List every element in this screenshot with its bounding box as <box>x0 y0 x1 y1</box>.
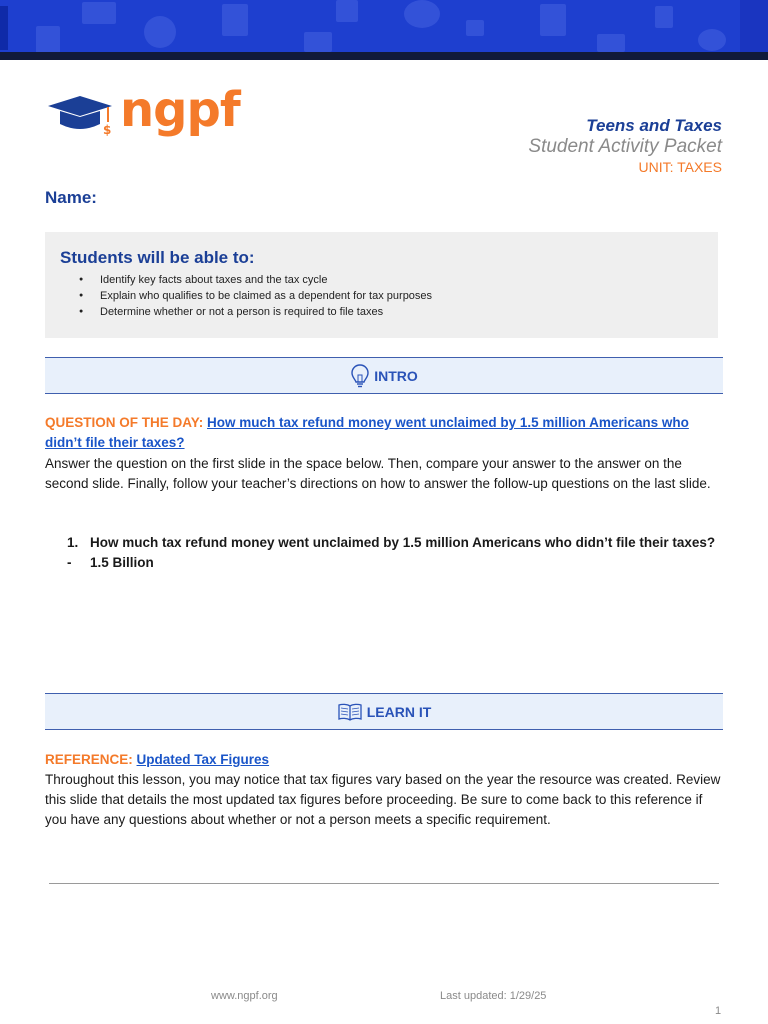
ngpf-logo <box>46 82 240 148</box>
intro-instructions: Answer the question on the first slide in the space below. Then, compare your answer to the answer on the second slide. Finally, follow your teacher’s directions on how to answer the follow-up questions on the last slide. <box>45 456 711 491</box>
learn-it-section-label: LEARN IT <box>366 703 432 720</box>
qotd-link[interactable]: How much tax refund money went unclaimed by 1.5 million Americans who didn’t file their taxes? <box>45 415 689 450</box>
student-name-label: Name: <box>45 188 97 207</box>
intro-section-header <box>45 357 723 394</box>
footer-website: www.ngpf.org <box>211 990 278 1002</box>
objectives-list <box>60 272 702 320</box>
packet-title: Teens and Taxes <box>586 116 722 135</box>
learning-objectives-box <box>45 232 718 338</box>
answer-item <box>45 553 725 573</box>
section-divider <box>49 883 719 884</box>
learn-it-section-header <box>45 693 723 730</box>
svg-text:$: $ <box>103 123 112 137</box>
qotd-label: QUESTION OF THE DAY: <box>45 415 204 430</box>
objective-item: ● Explain who qualifies to be claimed as a dependent for tax purposes <box>100 288 702 304</box>
reference-body: Throughout this lesson, you may notice that tax figures vary based on the year the resource was created. Review this slide that details the most updated tax figures before proceeding. Be sure to come back to this reference if you have any questions about whether or not a person meets a specific requirement. <box>45 772 721 827</box>
open-book-icon <box>337 702 363 722</box>
packet-title-block <box>528 116 722 176</box>
answer-text[interactable]: 1.5 Billion <box>90 555 154 570</box>
banner-strip <box>0 52 768 60</box>
question-item <box>45 533 725 553</box>
objectives-heading: Students will be able to: <box>60 248 255 267</box>
reference-link[interactable]: Updated Tax Figures <box>136 752 270 767</box>
question-number: 1. <box>67 535 79 550</box>
objective-item: ● Determine whether or not a person is required to file taxes <box>100 304 702 320</box>
objective-item: ● Identify key facts about taxes and the tax cycle <box>100 272 702 288</box>
page-number: 1 <box>715 1005 722 1017</box>
answer-marker: - <box>67 555 72 570</box>
footer-last-updated: Last updated: 1/29/25 <box>440 990 547 1002</box>
banner-pattern <box>0 0 768 52</box>
intro-section-label: INTRO <box>374 367 418 384</box>
packet-subtitle: Student Activity Packet <box>528 136 722 157</box>
reference-label: REFERENCE: <box>45 752 133 767</box>
header-banner <box>0 0 768 52</box>
question-text: How much tax refund money went unclaimed by 1.5 million Americans who didn’t file their taxes? <box>90 535 716 550</box>
lightbulb-icon <box>350 363 370 389</box>
question-of-the-day <box>45 413 725 453</box>
graduation-cap-icon <box>46 94 118 138</box>
logo-wordmark: ngpf <box>120 82 240 138</box>
reference-line <box>45 750 725 770</box>
unit-label: UNIT: TAXES <box>638 159 722 175</box>
question-list <box>45 533 725 573</box>
